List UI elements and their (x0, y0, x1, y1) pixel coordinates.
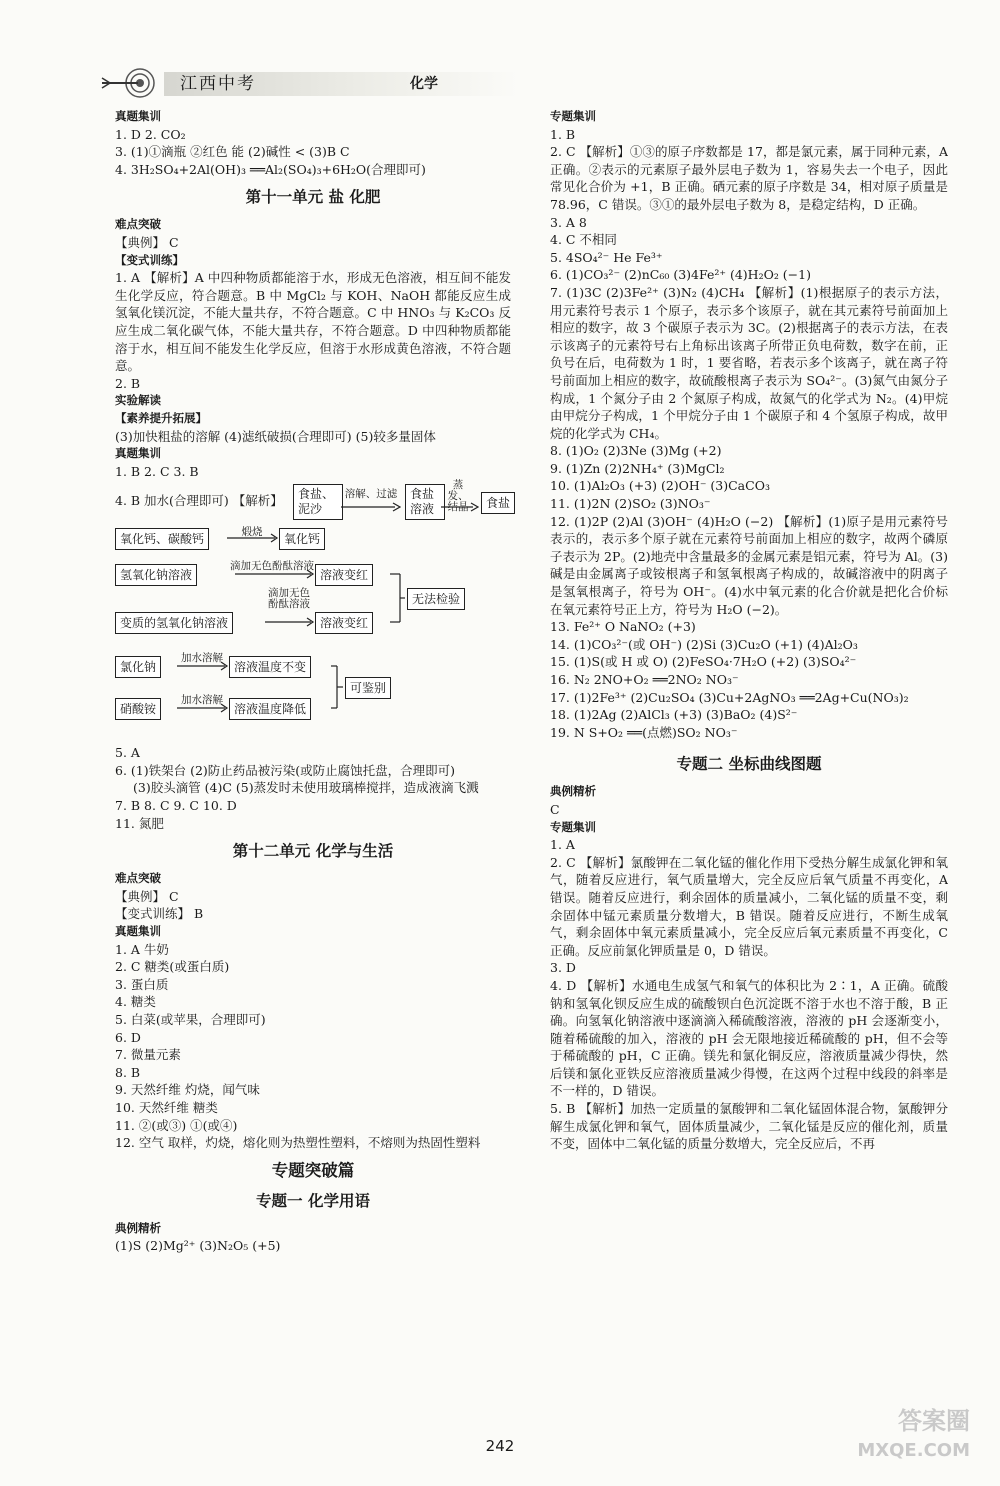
flow-box-mixture: 食盐、泥沙 (293, 484, 343, 520)
box-cannot-detect: 无法检验 (407, 588, 465, 610)
answer-line: 6. D (115, 1029, 141, 1045)
target-arrow-icon (100, 66, 160, 100)
answer-line: 1. A (550, 837, 575, 853)
identification-diagram (115, 526, 511, 744)
answer-line: 5. B 【解析】加热一定质量的氯酸钾和二氧化锰固体混合物，氯酸钾分解生成氯化钾和氧气，固体质量减少，二氧化锰是反应的催化剂，质量不变，固体中二氧化锰的质量分数增大，完全反应后，不再 (550, 1101, 948, 1152)
watermark-line: 答案圈 (898, 1407, 970, 1435)
section-label: 典例精析 (550, 784, 596, 799)
answer-line: 17. (1)2Fe³⁺ (2)Cu₂SO₄ (3)Cu+2AgNO₃ ══2Ag+Cu(NO₃)₂ (550, 689, 909, 705)
arrow-label: 滴加无色酚酞溶液 (268, 587, 310, 611)
unit-12-heading: 第十二单元 化学与生活 (232, 842, 394, 861)
answer-line: 4. 糖类 (115, 994, 156, 1010)
answer-line: 【变式训练】 B (115, 906, 204, 922)
answer-line: 1. A 牛奶 (115, 941, 169, 957)
answer-line: 12. 空气 取样，灼烧，熔化则为热塑性塑料，不熔则为热固性塑料 (115, 1135, 481, 1151)
answer-block (115, 870, 511, 1152)
answer-block (115, 744, 511, 832)
section-label: 难点突破 (115, 871, 161, 886)
page-number: 242 (485, 1437, 515, 1455)
answer-line: (3)胶头滴管 (4)C (5)蒸发时未使用玻璃棒搅拌，造成液滴飞溅 (133, 780, 479, 796)
right-arrow-icon (441, 502, 479, 512)
box-nh4no3: 硝酸铵 (115, 698, 161, 720)
right-column (550, 108, 948, 1153)
answer-line: 【典例】 C (115, 234, 179, 250)
flow-box-salt: 食盐 (481, 492, 515, 514)
answer-line: 1. B 2. C 3. B (115, 463, 199, 479)
answer-block (550, 108, 948, 741)
diagram-connectors (115, 526, 511, 744)
answer-line: 18. (1)2Ag (2)AlCl₃ (+3) (3)BaO₂ (4)S²⁻ (550, 707, 798, 723)
section-label: 专题集训 (550, 109, 596, 123)
box-turns-red: 溶液变红 (315, 564, 373, 586)
answer-line: 10. 天然纤维 糖类 (115, 1099, 218, 1115)
section-label: 难点突破 (115, 217, 161, 232)
box-turns-red: 溶液变红 (315, 612, 373, 634)
section-label: 实验解读 (115, 393, 161, 408)
answer-line: 11. ②(或③) ①(或④) (115, 1117, 238, 1133)
watermark (857, 1406, 970, 1466)
watermark-line: MXQE.COM (857, 1440, 970, 1461)
section-label: 真题集训 (115, 109, 161, 123)
box-naoh-solution: 氢氧化钠溶液 (115, 564, 197, 586)
unit-11-heading: 第十一单元 盐 化肥 (245, 188, 381, 207)
topic-2-heading: 专题二 坐标曲线图题 (676, 755, 822, 774)
answer-block (115, 108, 511, 178)
answer-line: 5. 4SO₄²⁻ He Fe³⁺ (550, 249, 663, 265)
answer-line: 5. A (115, 745, 140, 761)
answer-line: 19. N S+O₂ ══(点燃)SO₂ NO₃⁻ (550, 724, 738, 740)
answer-line: 【典例】 C (115, 888, 179, 904)
answer-line: 3. A 8 (550, 214, 587, 230)
answer-line: 6. (1)铁架台 (2)防止药品被污染(或防止腐蚀托盘，合理即可) (115, 762, 456, 778)
topic-1-heading: 专题一 化学用语 (256, 1191, 370, 1210)
answer-line: 14. (1)CO₃²⁻(或 OH⁻) (2)Si (3)Cu₂O (+1) (4)Al₂O₃ (550, 636, 858, 652)
answer-line: 4. 3H₂SO₄+2Al(OH)₃ ══Al₂(SO₄)₃+6H₂O(合理即可) (115, 161, 426, 177)
part-heading: 专题突破篇 (271, 1160, 355, 1180)
arrow-label: 滴加无色酚酞溶液 (230, 560, 314, 573)
salt-purification-flow (115, 480, 511, 526)
q4-prefix: 4. B 加水(合理即可) 【解析】 (115, 493, 283, 509)
box-can-identify: 可鉴别 (345, 677, 391, 699)
answer-line: (1)S (2)Mg²⁺ (3)N₂O₅ (+5) (115, 1238, 281, 1254)
right-arrow-icon (341, 502, 401, 512)
answer-line: 16. N₂ 2NO+O₂ ══2NO₂ NO₃⁻ (550, 672, 739, 687)
answer-line: 4. C 不相同 (550, 232, 617, 248)
arrow-label: 加水溶解 (181, 652, 223, 665)
section-label: 典例精析 (115, 1220, 161, 1235)
answer-line: 1. B (550, 126, 576, 142)
answer-line: 11. (1)2N (2)SO₂ (3)NO₃⁻ (550, 496, 711, 512)
answer-line: 9. (1)Zn (2)2NH₄⁺ (3)MgCl₂ (550, 460, 725, 476)
flow-arrow-label: 蒸发、结晶 (447, 479, 469, 514)
box-temp-lower: 溶液温度降低 (229, 698, 311, 720)
answer-line: 13. Fe²⁺ O NaNO₂ (+3) (550, 619, 696, 635)
answer-line: 3. D (550, 960, 576, 976)
answer-line: 8. (1)O₂ (2)3Ne (3)Mg (+2) (550, 443, 722, 459)
flow-box-solution: 食盐溶液 (405, 484, 445, 520)
answer-line: 12. (1)2P (2)Al (3)OH⁻ (4)H₂O (−2) 【解析】(1)原子是用元素符号表示的，表示多个原子就在元素符号前面加上相应的数字，故两个磷原子表示为 2P。(2)地壳中含量最多的金属元素是铝元素，符号为 Al。(3)碱是由金属离子或铵根离子和氢氧根离子构成的，故碱溶液中的阴离子是氢氧根离子，符号为 OH⁻。(4)水中氧元素的化合价就是把化合价标在氧元素符号正上方，符号为 H₂O (−2)。 (550, 513, 948, 617)
answer-line: 6. (1)CO₃²⁻ (2)nC₆₀ (3)4Fe²⁺ (4)H₂O₂ (−1) (550, 267, 811, 283)
box-nacl: 氯化钠 (115, 656, 161, 678)
answer-line: 2. C 糖类(或蛋白质) (115, 959, 230, 975)
arrow-label: 煅烧 (241, 526, 263, 539)
header-subject: 化学 (410, 76, 438, 92)
header-title: 江西中考 (180, 74, 256, 94)
answer-line: C (550, 801, 560, 817)
left-column (115, 108, 511, 1255)
answer-line: 1. D 2. CO₂ (115, 126, 186, 142)
answer-line: 1. A 【解析】A 中四种物质都能溶于水，形成无色溶液，相互间不能发生化学反应，符合题意。B 中 MgCl₂ 与 KOH、NaOH 都能反应生成氢氧化镁沉淀，不能大量共存，不符合题意。C 中 HNO₃ 与 K₂CO₃ 反应生成二氧化碳气体，不能大量共存，不符合题意。D 中四种物质都能溶于水，相互间不能发生化学反应，但溶于水形成黄色溶液，不符合题意。 (115, 270, 511, 374)
answer-line: 3. (1)①滴瓶 ②红色 能 (2)碱性 < (3)B C (115, 144, 350, 160)
answer-line: 2. B (115, 375, 141, 391)
answer-block (550, 783, 948, 1152)
answer-line: 7. (1)3C (2)3Fe²⁺ (3)N₂ (4)CH₄ 【解析】(1)根据原子的表示方法，用元素符号表示 1 个原子，表示多个该原子，就在其元素符号前面加上相应的数字，故 3 个碳原子表示为 3C。(2)根据离子的表示方法，在表示该离子的元素符号右上角标出该离子所带正负电荷数，数字在前，正负号在后，电荷数为 1 时，1 要省略，若表示多个该离子，就在离子符号前面加上相应的数字，故硫酸根离子表示为 SO₄²⁻。(3)氮气由氮分子构成，1 个氮分子由 2 个氮原子构成，故氮气的化学式为 N₂。(4)甲烷由甲烷分子构成，1 个甲烷分子由 1 个碳原子和 4 个氢原子构成，故甲烷的化学式为 CH₄。 (550, 284, 948, 441)
box-calcium-oxide: 氧化钙 (279, 528, 325, 550)
flow-arrow-label: 溶解、过滤 (344, 488, 398, 501)
answer-line: 7. 微量元素 (115, 1047, 181, 1063)
section-label: 专题集训 (550, 819, 596, 834)
box-spoiled-naoh: 变质的氢氧化钠溶液 (115, 612, 233, 634)
section-label: 真题集训 (115, 924, 161, 939)
box-calcium-mix: 氧化钙、碳酸钙 (115, 528, 209, 550)
answer-line: 15. (1)S(或 H 或 O) (2)FeSO₄·7H₂O (+2) (3)SO₄²⁻ (550, 654, 857, 670)
answer-line: 5. 白菜(或苹果，合理即可) (115, 1012, 266, 1027)
answer-line: 2. C 【解析】氯酸钾在二氧化锰的催化作用下受热分解生成氯化钾和氧气，随着反应进行，氧气质量增大，完全反应后氧气质量不再变化，A 错误。随着反应进行，剩余固体的质量减小，二氧化锰的质量不变，剩余固体中锰元素质量分数增大，B 错误。随着反应进行，不断生成氧气，剩余固体中氧元素质量减小，完全反应后氧元素质量不再变化，C 正确。反应前氯化钾质量是 0，D 错误。 (550, 854, 948, 958)
answer-line: 10. (1)Al₂O₃ (+3) (2)OH⁻ (3)CaCO₃ (550, 478, 770, 494)
section-label: 【素养提升拓展】 (115, 410, 207, 425)
answer-block (115, 1220, 511, 1255)
answer-line: 7. B 8. C 9. C 10. D (115, 798, 237, 814)
answer-line: (3)加快粗盐的溶解 (4)滤纸破损(合理即可) (5)较多量固体 (115, 428, 436, 444)
answer-line: 8. B (115, 1064, 141, 1080)
section-label: 真题集训 (115, 446, 161, 461)
answer-line: 11. 氮肥 (115, 815, 164, 831)
answer-line: 2. C 【解析】①③的原子序数都是 17，都是氯元素，属于同种元素，A 正确。②表示的元素原子最外层电子数为 1，容易失去一个电子，因此常见化合价为 +1，B 正确。硒元素的原子序数是 34，相对原子质量是 78.96，C 错误。③①的最外层电子数为 8，是稳定结构，D 正确。 (550, 144, 948, 212)
section-label: 【变式训练】 (115, 252, 184, 267)
box-temp-unchanged: 溶液温度不变 (229, 656, 311, 678)
answer-line: 4. D 【解析】水通电生成氢气和氧气的体积比为 2∶1，A 正确。硫酸钠和氢氧化钡反应生成的硫酸钡白色沉淀既不溶于水也不溶于酸，B 正确。向氢氧化钠溶液中逐滴滴入稀硫酸溶液，溶液的 pH 会逐渐变小，随着稀硫酸的加入，溶液的 pH 会无限地接近稀硫酸的 pH，但不会等于稀硫酸的 pH，C 正确。镁先和氯化铜反应，溶液质量减少得快，然后镁和氯化亚铁反应溶液质量减少得慢，在这两个过程中线段的斜率是不一样的，D 错误。 (550, 977, 948, 1099)
answer-block (115, 216, 511, 480)
answer-line: 9. 天然纤维 灼烧，闻气味 (115, 1082, 260, 1098)
answer-line: 3. 蛋白质 (115, 976, 169, 992)
page-header (100, 66, 518, 102)
arrow-label: 加水溶解 (181, 694, 223, 707)
